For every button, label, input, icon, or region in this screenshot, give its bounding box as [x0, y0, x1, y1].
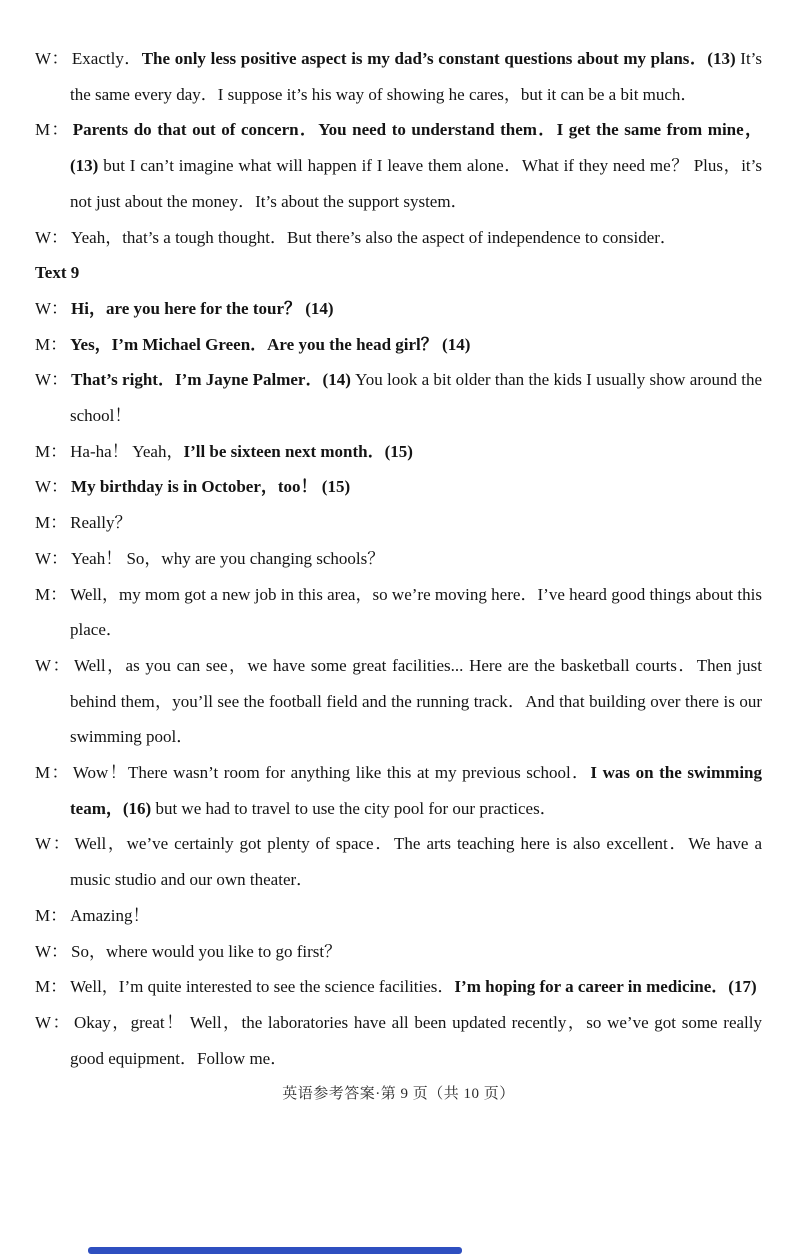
- dialogue-line: [35, 434, 762, 470]
- dialogue-text: Well，we’ve certainly got plenty of space．The arts teaching here is also excellent．We have a music studio and our own theater．: [70, 834, 762, 890]
- speaker-label: M：: [35, 584, 68, 604]
- dialogue-text: Well，I’m quite interested to see the science facilities．: [70, 977, 455, 997]
- speaker-label: W：: [35, 298, 69, 318]
- transcript: [35, 41, 762, 1076]
- dialogue-line: [35, 577, 762, 648]
- speaker-label: M：: [35, 334, 68, 354]
- dialogue-text: but we had to travel to use the city pool for our practices．: [155, 798, 557, 818]
- dialogue-line: [35, 541, 762, 577]
- dialogue-text: Exactly．: [71, 49, 142, 68]
- speaker-label: M：: [35, 513, 68, 533]
- dialogue-text: Yeah！ So，why are you changing schools？: [71, 548, 385, 568]
- dialogue-text: Well，as you can see，we have some great facilities... Here are the basketball courts．Then just behind them，you’ll see the football field and the running track．And that building over there is our swimming pool．: [70, 655, 762, 747]
- dialogue-line: [35, 362, 762, 433]
- dialogue-line: [35, 505, 762, 541]
- dialogue-text: Parents do that out of concern．You need to understand them．I get the same from mine，(13): [70, 120, 762, 176]
- dialogue-text: Yeah，that’s a tough thought．But there’s also the aspect of independence to consider．: [71, 227, 677, 247]
- dialogue-text: You look a bit older than the kids I usually show around the school！: [70, 370, 763, 426]
- page-footer: 英语参考答案·第 9 页（共 10 页）: [282, 1086, 515, 1103]
- dialogue-line: [35, 969, 762, 1005]
- dialogue-text: That’s right．I’m Jayne Palmer．(14): [71, 370, 356, 390]
- dialogue-line: [35, 41, 762, 112]
- answer-page: [35, 41, 762, 1105]
- speaker-label: M：: [35, 905, 68, 925]
- speaker-label: M：: [35, 120, 70, 140]
- dialogue-text: So，where would you like to go first？: [71, 941, 342, 961]
- speaker-label: W：: [35, 834, 72, 854]
- speaker-label: W：: [35, 548, 69, 568]
- speaker-label: M：: [35, 977, 68, 997]
- dialogue-text: The only less positive aspect is my dad’s constant questions about my plans．(13): [141, 49, 741, 68]
- dialogue-text: Ha-ha！ Yeah，: [70, 441, 184, 461]
- dialogue-text: I’ll be sixteen next month．(15): [183, 441, 413, 461]
- dialogue-text: It’s the same every day．I suppose it’s his way of showing he cares，but it can be a bit much．: [70, 49, 763, 104]
- dialogue-text: Really？: [70, 513, 132, 533]
- dialogue-text: Well，my mom got a new job in this area，so we’re moving here．I’ve heard good things about this place．: [70, 584, 762, 640]
- speaker-label: W：: [35, 49, 69, 68]
- dialogue-text: but I can’t imagine what will happen if I leave them alone．What if they need me？ Plus，it’s not just about the money．It’s about the support system．: [70, 156, 762, 211]
- dialogue-line: [35, 755, 762, 826]
- bottom-accent-bar: [88, 1247, 462, 1254]
- speaker-label: W：: [35, 941, 69, 961]
- dialogue-text: Amazing！: [70, 905, 150, 925]
- speaker-label: M：: [35, 441, 68, 461]
- dialogue-text: I’m hoping for a career in medicine．(17): [454, 977, 757, 997]
- dialogue-text: Okay，great！ Well，the laboratories have all been updated recently，so we’ve got some really good equipment．Follow me．: [70, 1012, 763, 1068]
- speaker-label: W：: [35, 227, 69, 247]
- speaker-label: M：: [35, 763, 70, 783]
- dialogue-text: Wow！There wasn’t room for anything like this at my previous school．: [72, 763, 591, 783]
- dialogue-text: My birthday is in October，too！ (15): [71, 477, 351, 497]
- dialogue-text: I was on the swimming team，(16): [70, 763, 762, 818]
- section-heading: Text 9: [35, 263, 80, 283]
- dialogue-line: [35, 469, 762, 505]
- dialogue-line: [35, 1005, 762, 1076]
- dialogue-text: Hi，are you here for the tour？ (14): [71, 298, 334, 318]
- dialogue-line: [35, 898, 762, 934]
- dialogue-text: Yes，I’m Michael Green．Are you the head girl？ (14): [70, 334, 471, 354]
- dialogue-line: [35, 648, 762, 755]
- dialogue-line: [35, 220, 762, 256]
- dialogue-line: [35, 327, 762, 363]
- dialogue-line: [35, 826, 762, 897]
- speaker-label: W：: [35, 477, 69, 497]
- dialogue-line: [35, 291, 762, 327]
- speaker-label: W：: [35, 1012, 71, 1032]
- speaker-label: W：: [35, 655, 71, 675]
- dialogue-line: [35, 112, 762, 219]
- dialogue-line: [35, 934, 762, 970]
- speaker-label: W：: [35, 370, 69, 390]
